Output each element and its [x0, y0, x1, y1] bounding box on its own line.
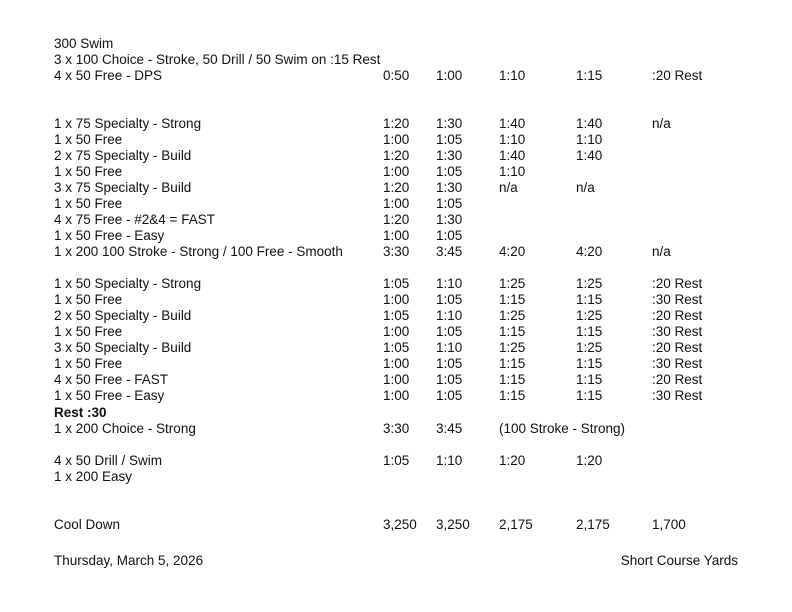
interval-1: 1:20 — [383, 148, 410, 163]
set-row — [0, 132, 792, 148]
interval-4: 1:40 — [576, 116, 603, 131]
interval-4: 1:15 — [576, 356, 603, 371]
interval-3: 1:25 — [499, 276, 526, 291]
interval-1: 1:05 — [383, 276, 410, 291]
interval-2: 1:05 — [436, 292, 463, 307]
set-description: 2 x 50 Specialty - Build — [54, 308, 192, 323]
interval-2: 1:10 — [436, 340, 463, 355]
interval-4: 1:15 — [576, 292, 603, 307]
set-row — [0, 196, 792, 212]
set-description: 1 x 200 100 Stroke - Strong / 100 Free - Smooth — [54, 244, 343, 259]
set-row — [0, 469, 792, 485]
set-row — [0, 68, 792, 84]
interval-4: 1:15 — [576, 68, 603, 83]
interval-3: 1:15 — [499, 372, 526, 387]
interval-5: :30 Rest — [652, 388, 703, 403]
set-row — [0, 421, 792, 437]
interval-1: 1:00 — [383, 388, 410, 403]
set-row — [0, 212, 792, 228]
set-row — [0, 180, 792, 196]
interval-3: 1:15 — [499, 388, 526, 403]
interval-3: n/a — [499, 180, 518, 195]
interval-1: 1:00 — [383, 372, 410, 387]
interval-3: 1:10 — [499, 132, 526, 147]
interval-1: 1:00 — [383, 324, 410, 339]
interval-2: 1:30 — [436, 148, 463, 163]
set-description: 1 x 200 Choice - Strong — [54, 421, 196, 436]
totals-row — [0, 517, 792, 533]
interval-1: 1:00 — [383, 164, 410, 179]
rest-note-row — [0, 405, 792, 421]
set-description: 4 x 50 Free - FAST — [54, 372, 169, 387]
interval-1: 1:00 — [383, 356, 410, 371]
interval-3: 1:40 — [499, 116, 526, 131]
interval-2: 3:45 — [436, 244, 463, 259]
warmup-line: 3 x 100 Choice - Stroke, 50 Drill / 50 Swim on :15 Rest — [54, 52, 381, 67]
interval-2: 1:10 — [436, 308, 463, 323]
interval-1: 1:20 — [383, 212, 410, 227]
set-row — [0, 244, 792, 260]
interval-2: 1:05 — [436, 196, 463, 211]
set-description: 1 x 50 Specialty - Strong — [54, 276, 202, 291]
total-3: 2,175 — [499, 517, 533, 532]
interval-3: 1:15 — [499, 324, 526, 339]
set-description: 1 x 50 Free — [54, 132, 123, 147]
set-description: 1 x 50 Free — [54, 164, 123, 179]
set-description: 4 x 50 Free - DPS — [54, 68, 163, 83]
interval-5: :20 Rest — [652, 68, 703, 83]
interval-5: n/a — [652, 116, 671, 131]
interval-3: 1:10 — [499, 164, 526, 179]
interval-1: 1:00 — [383, 196, 410, 211]
set-description: 4 x 75 Free - #2&4 = FAST — [54, 212, 215, 227]
interval-1: 3:30 — [383, 244, 410, 259]
cool-down-label: Cool Down — [54, 517, 121, 532]
interval-2: 1:30 — [436, 180, 463, 195]
total-4: 2,175 — [576, 517, 610, 532]
interval-4: 1:25 — [576, 308, 603, 323]
interval-4: 1:10 — [576, 132, 603, 147]
total-2: 3,250 — [436, 517, 470, 532]
rest-note: Rest :30 — [54, 405, 107, 420]
set-description: 1 x 50 Free - Easy — [54, 228, 165, 243]
set-row — [0, 228, 792, 244]
interval-4: n/a — [576, 180, 595, 195]
footer-date: Thursday, March 5, 2026 — [54, 553, 204, 568]
interval-1: 1:20 — [383, 180, 410, 195]
set-row — [0, 276, 792, 292]
interval-2: 1:05 — [436, 132, 463, 147]
set-row — [0, 372, 792, 388]
interval-2: 3:45 — [436, 421, 463, 436]
set-description: 1 x 50 Free — [54, 356, 123, 371]
set-row — [0, 324, 792, 340]
interval-4: 1:15 — [576, 324, 603, 339]
set-description: 1 x 50 Free - Easy — [54, 388, 165, 403]
interval-1: 3:30 — [383, 421, 410, 436]
interval-3: 1:15 — [499, 356, 526, 371]
interval-2: 1:00 — [436, 68, 463, 83]
set-row — [0, 453, 792, 469]
interval-3: 1:25 — [499, 308, 526, 323]
warmup-line: 300 Swim — [54, 36, 114, 51]
interval-3: 1:15 — [499, 292, 526, 307]
interval-2: 1:10 — [436, 276, 463, 291]
interval-1: 1:20 — [383, 116, 410, 131]
interval-4: 1:20 — [576, 453, 603, 468]
interval-5: :20 Rest — [652, 372, 703, 387]
interval-1: 1:05 — [383, 453, 410, 468]
interval-3: 1:10 — [499, 68, 526, 83]
interval-3: (100 Stroke - Strong) — [499, 421, 626, 436]
interval-4: 1:40 — [576, 148, 603, 163]
interval-1: 1:00 — [383, 132, 410, 147]
interval-3: 1:20 — [499, 453, 526, 468]
set-description: 1 x 50 Free — [54, 196, 123, 211]
interval-5: :20 Rest — [652, 308, 703, 323]
interval-2: 1:05 — [436, 164, 463, 179]
interval-2: 1:30 — [436, 212, 463, 227]
interval-1: 1:00 — [383, 228, 410, 243]
set-row — [0, 356, 792, 372]
interval-4: 1:15 — [576, 372, 603, 387]
interval-2: 1:05 — [436, 372, 463, 387]
interval-2: 1:05 — [436, 228, 463, 243]
set-description: 1 x 200 Easy — [54, 469, 133, 484]
interval-3: 1:40 — [499, 148, 526, 163]
interval-5: :30 Rest — [652, 356, 703, 371]
interval-4: 1:25 — [576, 340, 603, 355]
interval-5: n/a — [652, 244, 671, 259]
set-row — [0, 292, 792, 308]
interval-2: 1:30 — [436, 116, 463, 131]
set-description: 1 x 50 Free — [54, 292, 123, 307]
set-row — [0, 388, 792, 404]
set-description: 3 x 75 Specialty - Build — [54, 180, 192, 195]
set-description: 3 x 50 Specialty - Build — [54, 340, 192, 355]
interval-4: 1:15 — [576, 388, 603, 403]
set-description: 2 x 75 Specialty - Build — [54, 148, 192, 163]
interval-1: 0:50 — [383, 68, 410, 83]
interval-5: :20 Rest — [652, 340, 703, 355]
interval-3: 1:25 — [499, 340, 526, 355]
interval-1: 1:05 — [383, 308, 410, 323]
total-1: 3,250 — [383, 517, 417, 532]
interval-3: 4:20 — [499, 244, 526, 259]
set-description: 1 x 50 Free — [54, 324, 123, 339]
interval-2: 1:10 — [436, 453, 463, 468]
footer-course: Short Course Yards — [620, 553, 738, 568]
interval-1: 1:00 — [383, 292, 410, 307]
set-row — [0, 340, 792, 356]
set-row — [0, 164, 792, 180]
interval-5: :30 Rest — [652, 292, 703, 307]
set-description: 1 x 75 Specialty - Strong — [54, 116, 202, 131]
interval-5: :30 Rest — [652, 324, 703, 339]
interval-2: 1:05 — [436, 356, 463, 371]
set-row — [0, 308, 792, 324]
set-row — [0, 148, 792, 164]
total-5: 1,700 — [652, 517, 686, 532]
set-row — [0, 116, 792, 132]
interval-1: 1:05 — [383, 340, 410, 355]
interval-2: 1:05 — [436, 324, 463, 339]
set-description: 4 x 50 Drill / Swim — [54, 453, 163, 468]
interval-4: 4:20 — [576, 244, 603, 259]
interval-4: 1:25 — [576, 276, 603, 291]
interval-5: :20 Rest — [652, 276, 703, 291]
interval-2: 1:05 — [436, 388, 463, 403]
